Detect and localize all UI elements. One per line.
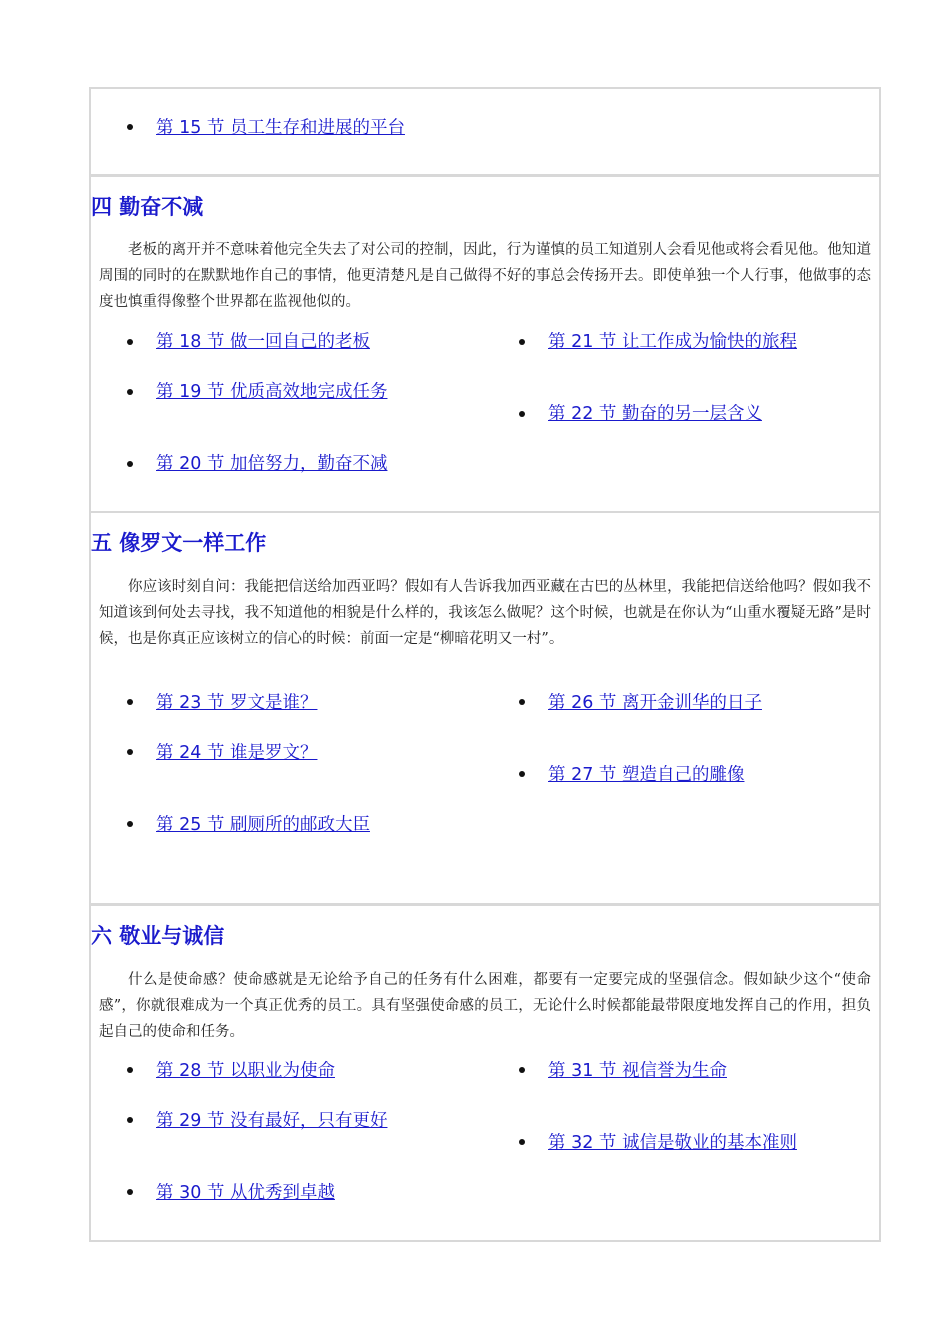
- chapter-link[interactable]: 第 28 节 以职业为使命: [156, 1061, 335, 1081]
- section-box-diligence: [89, 177, 881, 512]
- chapter-link[interactable]: 第 27 节 塑造自己的雕像: [548, 765, 745, 785]
- bullet-icon: [127, 1117, 133, 1123]
- section-box-integrity: [89, 906, 881, 1242]
- chapter-link[interactable]: 第 21 节 让工作成为愉快的旅程: [548, 332, 797, 352]
- bullet-icon: [519, 771, 525, 777]
- section-heading: 四 勤奋不减: [91, 195, 204, 219]
- section-box-rowan: [89, 513, 881, 904]
- section-heading: 六 敬业与诚信: [91, 924, 225, 948]
- section-heading: 五 像罗文一样工作: [91, 531, 267, 555]
- chapter-link[interactable]: 第 19 节 优质高效地完成任务: [156, 382, 388, 402]
- bullet-icon: [519, 411, 525, 417]
- chapter-link[interactable]: 第 25 节 刷厕所的邮政大臣: [156, 815, 370, 835]
- chapter-link[interactable]: 第 24 节 谁是罗文？: [156, 743, 318, 763]
- section-intro: 老板的离开并不意味着他完全失去了对公司的控制，因此，行为谨慎的员工知道别人会看见他或将会看见他。他知道周围的同时的在默默地作自己的事情，他更清楚凡是自己做得不好的事总会传扬开去。即使单独一个人行事，他做事的态度也慎重得像整个世界都在监视他似的。: [99, 242, 871, 310]
- bullet-icon: [127, 389, 133, 395]
- section-box-continued: [89, 87, 881, 175]
- bullet-icon: [519, 699, 525, 705]
- bullet-icon: [127, 339, 133, 345]
- section-intro: 你应该时刻自问：我能把信送给加西亚吗？假如有人告诉我加西亚藏在古巴的丛林里，我能把信送给他吗？假如我不知道该到何处去寻找，我不知道他的相貌是什么样的，我该怎么做呢？这个时候，也就是在你认为“山重水覆疑无路”是时候，也是你真正应该树立的信心的时候：前面一定是“柳暗花明又一村”。: [99, 579, 871, 647]
- chapter-link[interactable]: 第 32 节 诚信是敬业的基本准则: [548, 1133, 797, 1153]
- chapter-link[interactable]: 第 15 节 员工生存和进展的平台: [156, 118, 405, 138]
- chapter-link[interactable]: 第 23 节 罗文是谁？: [156, 693, 318, 713]
- bullet-icon: [127, 124, 133, 130]
- bullet-icon: [127, 1067, 133, 1073]
- chapter-link[interactable]: 第 30 节 从优秀到卓越: [156, 1183, 335, 1203]
- bullet-icon: [519, 1067, 525, 1073]
- bullet-icon: [127, 1189, 133, 1195]
- bullet-icon: [127, 749, 133, 755]
- chapter-link[interactable]: 第 29 节 没有最好，只有更好: [156, 1111, 388, 1131]
- chapter-link[interactable]: 第 20 节 加倍努力，勤奋不减: [156, 454, 388, 474]
- chapter-link[interactable]: 第 22 节 勤奋的另一层含义: [548, 404, 762, 424]
- bullet-icon: [127, 699, 133, 705]
- bullet-icon: [127, 461, 133, 467]
- chapter-link[interactable]: 第 31 节 视信誉为生命: [548, 1061, 727, 1081]
- bullet-icon: [519, 339, 525, 345]
- chapter-link[interactable]: 第 26 节 离开金训华的日子: [548, 693, 762, 713]
- chapter-link[interactable]: 第 18 节 做一回自己的老板: [156, 332, 370, 352]
- section-intro: 什么是使命感？使命感就是无论给予自己的任务有什么困难，都要有一定要完成的坚强信念。假如缺少这个“使命感”，你就很难成为一个真正优秀的员工。具有坚强使命感的员工，无论什么时候都能最带限度地发挥自己的作用，担负起自己的使命和任务。: [99, 972, 871, 1040]
- bullet-icon: [519, 1139, 525, 1145]
- bullet-icon: [127, 821, 133, 827]
